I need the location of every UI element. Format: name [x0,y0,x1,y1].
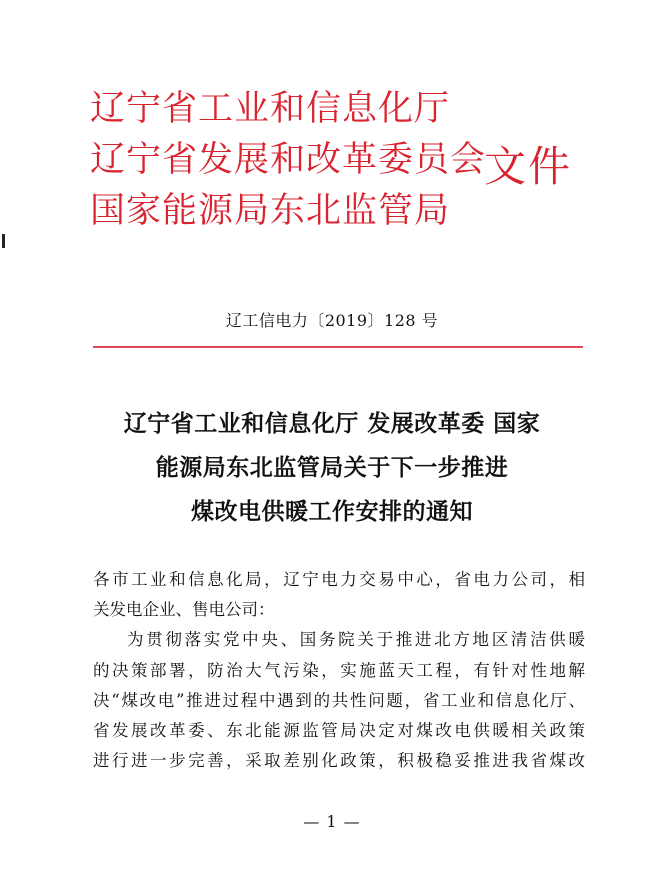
title-line-3: 煤改电供暖工作安排的通知 [191,498,473,525]
recipients-line-1: 各市工业和信息化局，辽宁电力交易中心，省电力公司，相 [93,570,585,589]
red-divider-line [93,346,583,348]
page-number: — 1 — [303,812,361,831]
document-body [93,565,585,776]
document-number: 辽工信电力〔2019〕128 号 [225,311,439,330]
document-title [0,402,664,534]
issuer-line-1: 辽宁省工业和信息化厅 [90,89,451,129]
file-label: 文件 [484,142,573,191]
title-line-2: 能源局东北监管局关于下一步推进 [155,454,509,481]
title-line-1: 辽宁省工业和信息化厅 发展改革委 国家 [123,410,541,437]
paragraph-line-2: 的决策部署，防治大气污染，实施蓝天工程，有针对性地解 [93,660,585,680]
paragraph-line-1: 为贯彻落实党中央、国务院关于推进北方地区清洁供暖 [127,630,585,650]
scan-edge-mark [2,234,5,248]
issuing-agencies [90,84,486,237]
recipients-line-2: 关发电企业、售电公司： [93,600,275,620]
issuer-line-3: 国家能源局东北监管局 [90,191,451,231]
paragraph-line-4: 省发展改革委、东北能源监管局决定对煤改电供暖相关政策 [93,720,585,740]
paragraph-line-5: 进行进一步完善，采取差别化政策，积极稳妥推进我省煤改 [93,751,585,771]
issuer-line-2: 辽宁省发展和改革委员会 [90,140,487,180]
paragraph-line-3: 决“煤改电”推进过程中遇到的共性问题，省工业和信息化厅、 [93,690,585,710]
